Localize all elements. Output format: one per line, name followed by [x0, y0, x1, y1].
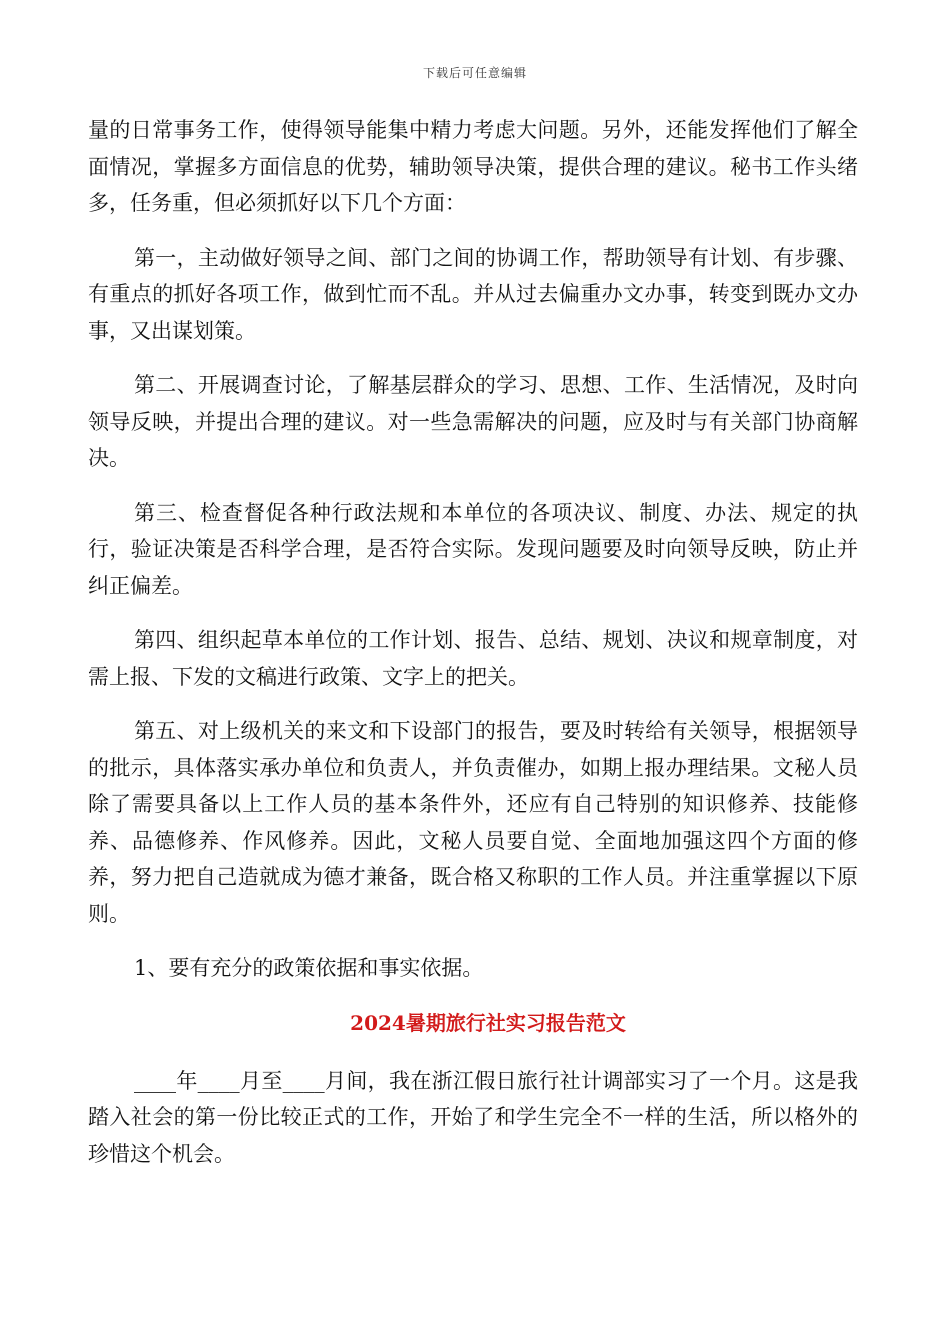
- paragraph-third-point: 第三、检查督促各种行政法规和本单位的各项决议、制度、办法、规定的执行，验证决策是否科学合理，是否符合实际。发现问题要及时向领导反映，防止并纠正偏差。: [88, 500, 858, 598]
- section-title: 2024暑期旅行社实习报告范文: [350, 1010, 626, 1035]
- paragraph-intro: ____年____月至____月间，我在浙江假日旅行社计调部实习了一个月。这是我踏入社会的第一份比较正式的工作，开始了和学生完全不一样的生活，所以格外的珍惜这个机会。: [88, 1068, 858, 1166]
- paragraph-first-point: 第一，主动做好领导之间、部门之间的协调工作，帮助领导有计划、有步骤、有重点的抓好各项工作，做到忙而不乱。并从过去偏重办文办事，转变到既办文办事，又出谋划策。: [88, 245, 858, 343]
- paragraph-fourth-point: 第四、组织起草本单位的工作计划、报告、总结、规划、决议和规章制度，对需上报、下发的文稿进行政策、文字上的把关。: [88, 628, 858, 689]
- paragraph-second-point: 第二、开展调查讨论，了解基层群众的学习、思想、工作、生活情况，及时向领导反映，并提出合理的建议。对一些急需解决的问题，应及时与有关部门协商解决。: [88, 373, 858, 470]
- page-header: 下载后可任意编辑: [422, 66, 527, 80]
- paragraph-principle-one: 1、要有充分的政策依据和事实依据。: [134, 956, 484, 980]
- paragraph-continuation: 量的日常事务工作，使得领导能集中精力考虑大问题。另外，还能发挥他们了解全面情况，掌握多方面信息的优势，辅助领导决策，提供合理的建议。秘书工作头绪多，任务重，但必须抓好以下几个方面：: [88, 118, 858, 215]
- paragraph-fifth-point: 第五、对上级机关的来文和下设部门的报告，要及时转给有关领导，根据领导的批示，具体落实承办单位和负责人，并负责催办，如期上报办理结果。文秘人员除了需要具备以上工作人员的基本条件外，还应有自己特别的知识修养、技能修养、品德修养、作风修养。因此，文秘人员要自觉、全面地加强这四个方面的修养，努力把自己造就成为德才兼备，既合格又称职的工作人员。并注重掌握以下原则。: [88, 719, 858, 926]
- document-body: [88, 112, 858, 1190]
